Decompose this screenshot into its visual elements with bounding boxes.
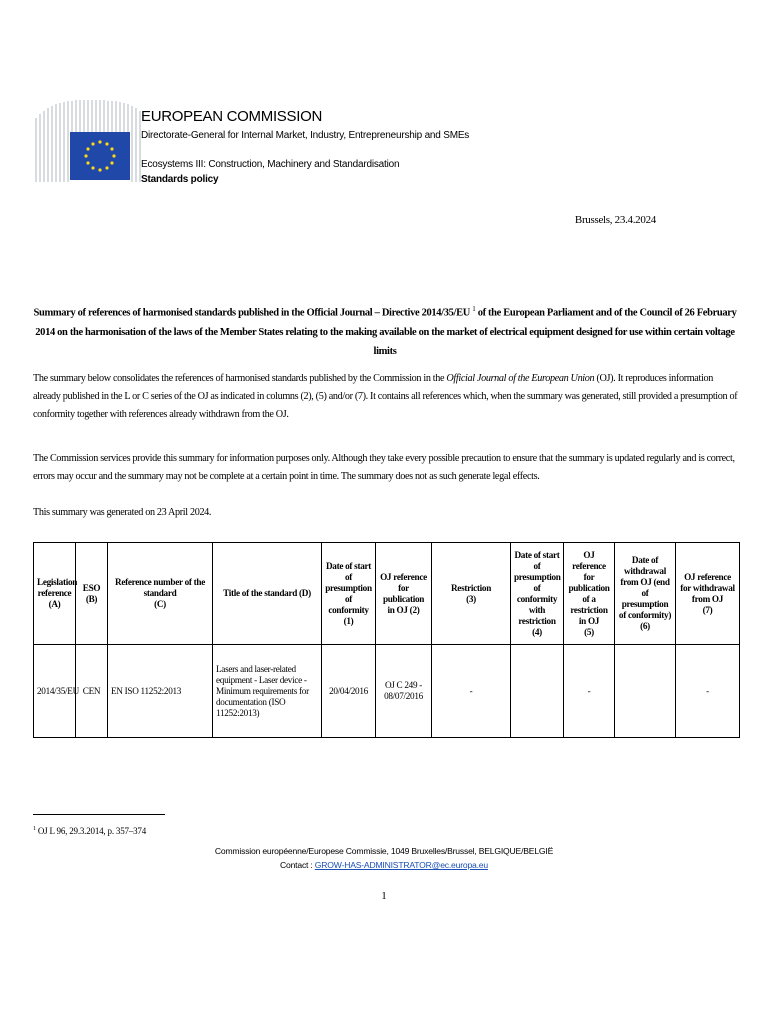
table-cell: - — [676, 645, 740, 738]
footnote-divider — [33, 814, 165, 815]
table-header-cell: Date of start of presumption of conformity (1) — [322, 543, 376, 645]
table-header-cell: OJ reference for publication of a restriction in OJ (5) — [564, 543, 615, 645]
footer-address: Commission européenne/Europese Commissie, 1049 Bruxelles/Brussel, BELGIQUE/BELGIË — [214, 846, 554, 856]
table-cell: CEN — [76, 645, 108, 738]
unit-name: Ecosystems III: Construction, Machinery and Standardisation — [141, 159, 400, 170]
table-cell: - — [564, 645, 615, 738]
table-header-cell: Legislation reference (A) — [34, 543, 76, 645]
table-header-cell: Title of the standard (D) — [213, 543, 322, 645]
table-cell: 20/04/2016 — [322, 645, 376, 738]
table-header-cell: OJ reference for publication in OJ (2) — [376, 543, 432, 645]
directorate-general: Directorate-General for Internal Market, Industry, Entrepreneurship and SMEs — [141, 130, 470, 141]
eu-flag-icon — [70, 132, 130, 180]
table-cell — [615, 645, 676, 738]
table-header-cell: Date of start of presumption of conformity with restriction (4) — [511, 543, 564, 645]
table-header-cell: Date of withdrawal from OJ (end of presumption of conformity) (6) — [615, 543, 676, 645]
footnote: $^1$ OJ L 96, 29.3.2014, p. 357–374 — [33, 826, 147, 836]
table-cell: OJ C 249 - 08/07/2016 — [376, 645, 432, 738]
paragraph-generated: This summary was generated on 23 April 2024. — [33, 507, 212, 518]
page-number: 1 — [381, 890, 387, 902]
table-header-cell: OJ reference for withdrawal from OJ (7) — [676, 543, 740, 645]
ec-logo — [32, 98, 144, 184]
table-cell: - — [432, 645, 511, 738]
table-cell: 2014/35/EU — [34, 645, 76, 738]
document-date: Brussels, 23.4.2024 — [574, 214, 656, 226]
table-header-cell: Restriction (3) — [432, 543, 511, 645]
paragraph-disclaimer: The Commission services provide this summary for information purposes only. Although they take every possible precaution to ensure that the summary is updated regularly and is correct, errors may occur and the summary may not be complete at a certain point in time. The summary does not as such generate legal effects. — [33, 453, 735, 482]
footer-contact: Contact : GROW-HAS-ADMINISTRATOR@ec.europa.eu — [280, 860, 488, 870]
table-header-cell: ESO (B) — [76, 543, 108, 645]
table-cell: EN ISO 11252:2013 — [108, 645, 213, 738]
footnote-ref[interactable]: 1 — [472, 305, 476, 313]
standards-table — [33, 542, 740, 738]
table-cell: Lasers and laser-related equipment - Laser device - Minimum requirements for documentation (ISO 11252:2013) — [213, 645, 322, 738]
table-row — [34, 645, 740, 738]
document-title: Summary of references of harmonised standards published in the Official Journal – Directive 2014/35/EU $^1$ of the European Parliament and of the Council of 26 February 2014 on the harmonisation of the laws of the Member States relating to the making available on the market of electrical equipment designed for use within certain voltage limits — [33, 305, 737, 357]
table-header-row — [34, 543, 740, 645]
table-cell — [511, 645, 564, 738]
policy-name: Standards policy — [141, 174, 219, 185]
contact-email-link[interactable]: GROW-HAS-ADMINISTRATOR@ec.europa.eu — [314, 860, 488, 870]
organization-name: EUROPEAN COMMISSION — [141, 108, 322, 125]
paragraph-intro: The summary below consolidates the references of harmonised standards published by the Commission in the Official Journal of the European Union (OJ). It reproduces information already published in the L or C series of the OJ as indicated in columns (2), (5) and/or (7). It contains all references which, when the summary was generated, still provided a presumption of conformity together with references already withdrawn from the OJ. — [33, 373, 738, 420]
table-header-cell: Reference number of the standard (C) — [108, 543, 213, 645]
